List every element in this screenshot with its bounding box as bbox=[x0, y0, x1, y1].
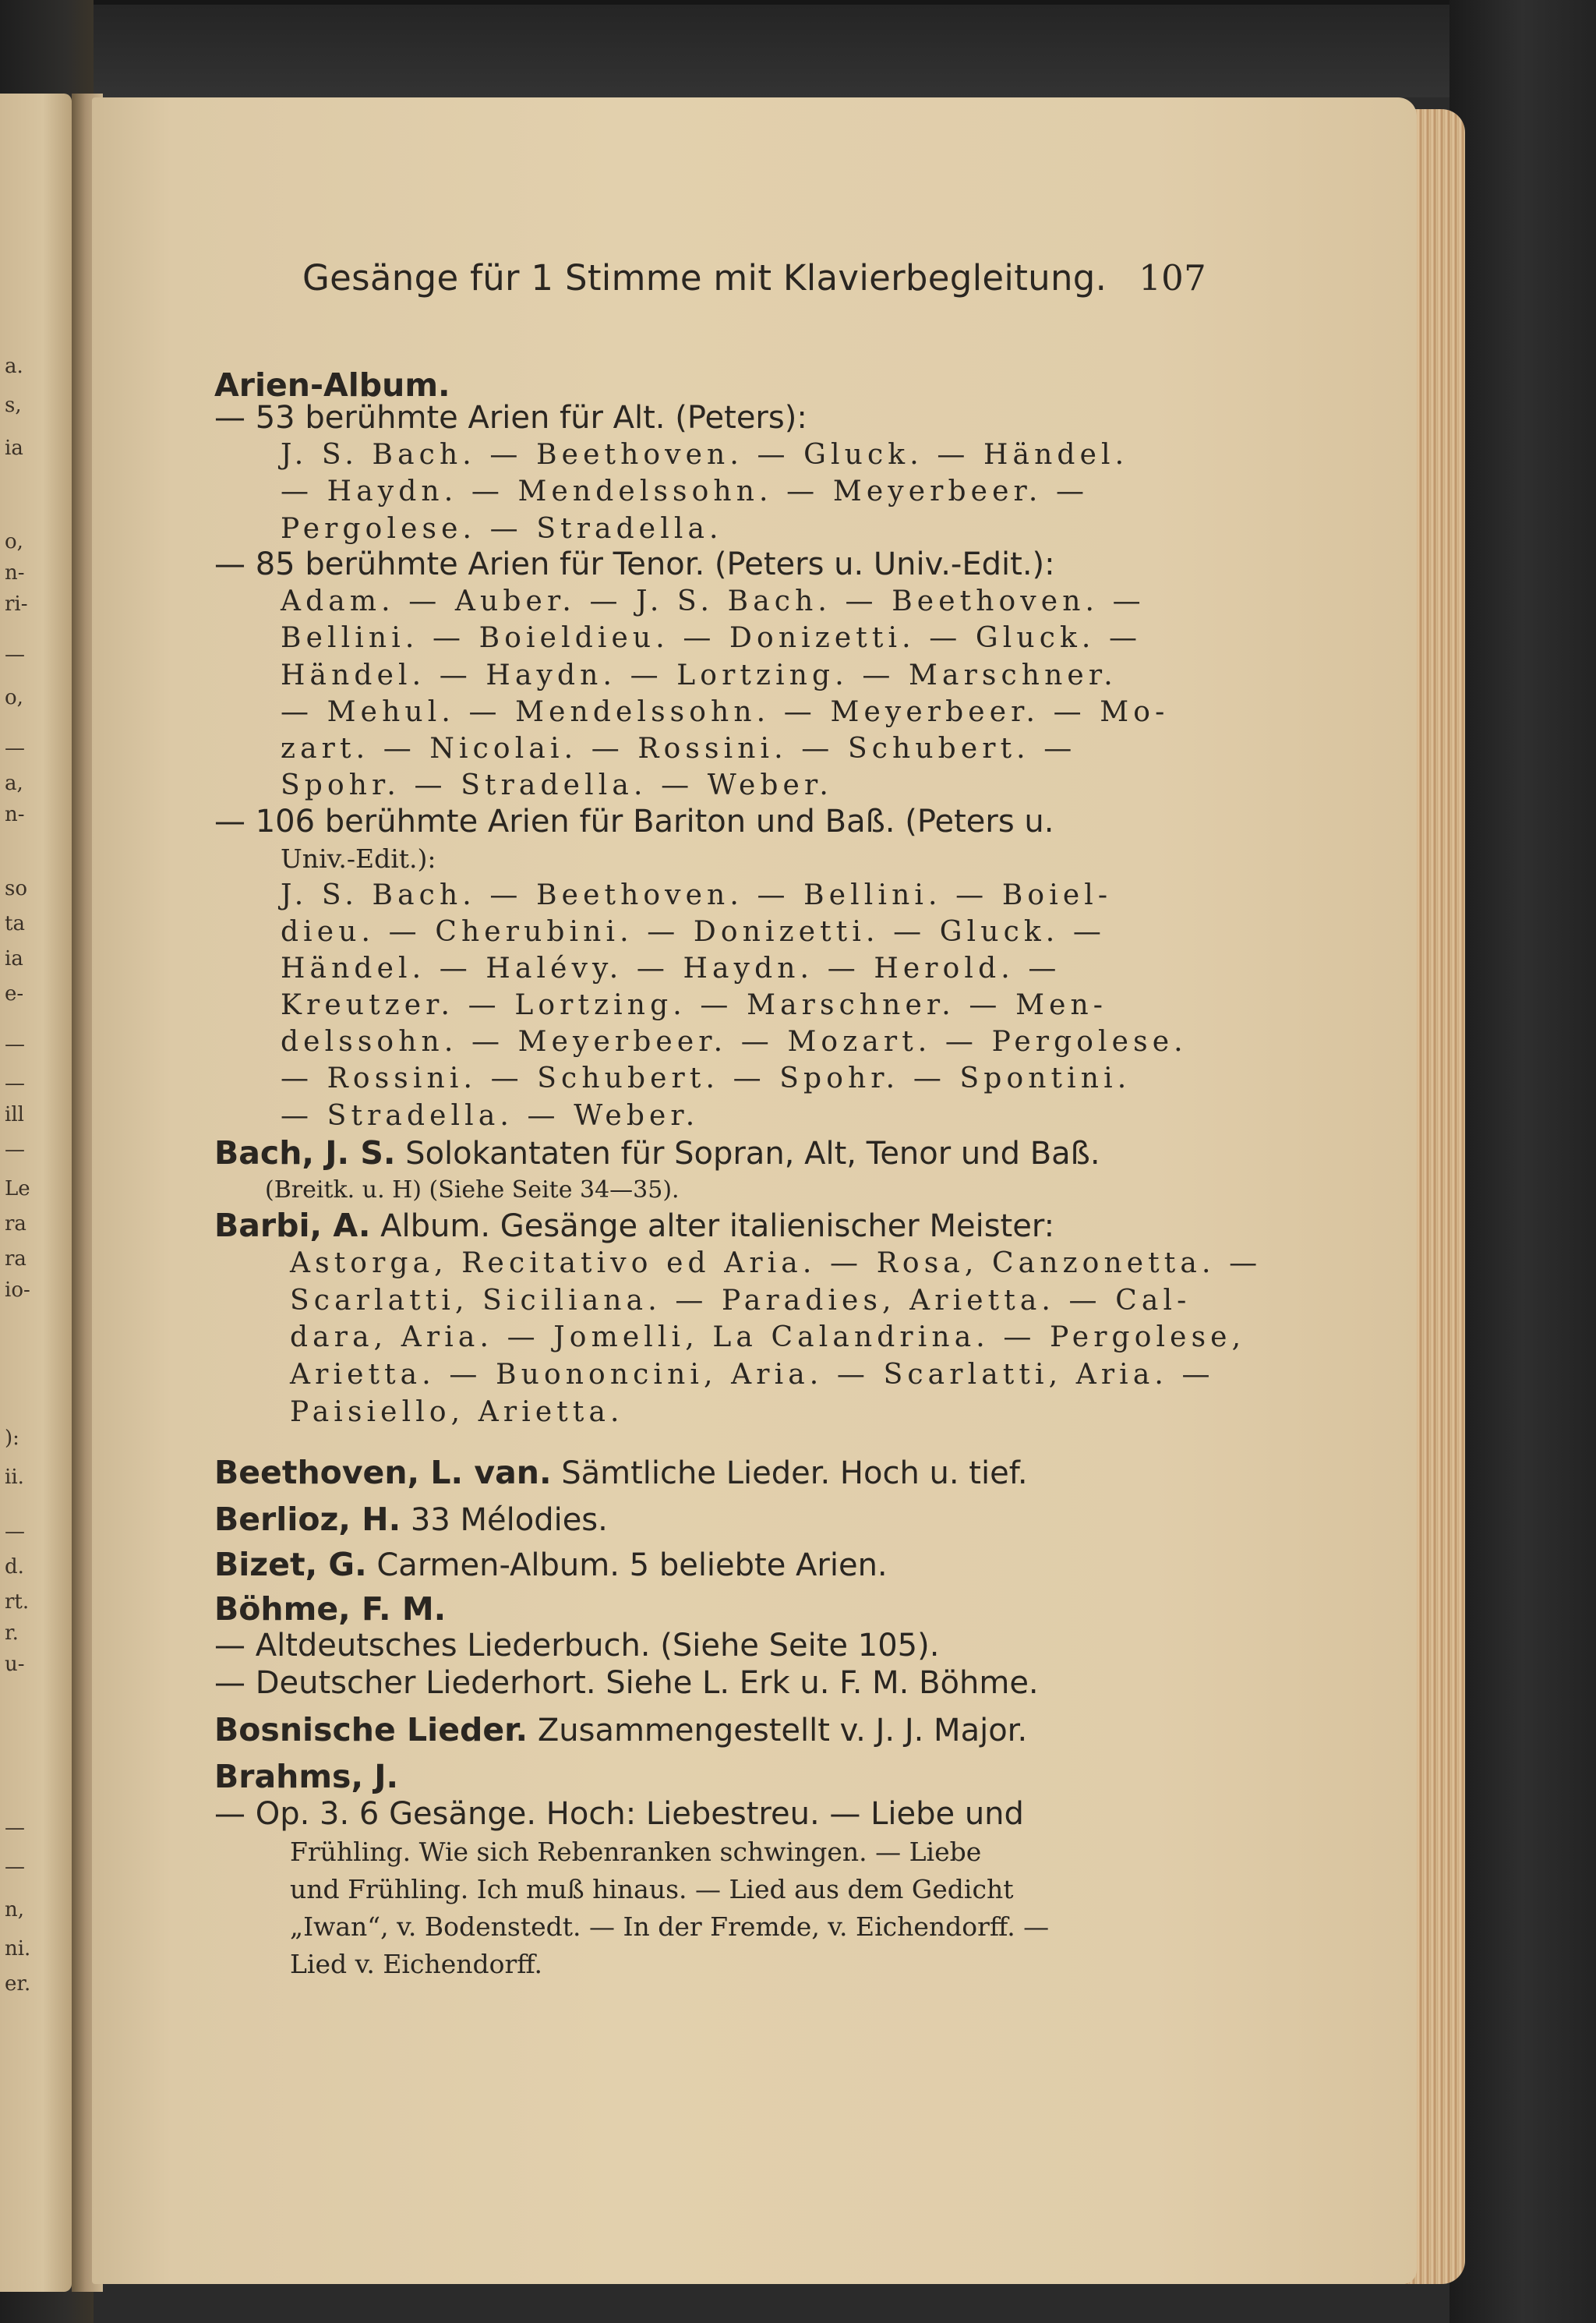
margin-fragment: rt. bbox=[5, 1590, 30, 1614]
text-line: — 53 berühmte Arien für Alt. (Peters): bbox=[214, 400, 807, 436]
margin-fragment: Le bbox=[5, 1177, 30, 1200]
margin-fragment: — bbox=[5, 643, 25, 666]
text-line: — 106 berühmte Arien für Bariton und Baß. (Peters u. bbox=[214, 804, 1054, 840]
text-line: — Mehul. — Mendelssohn. — Meyerbeer. — Mo- bbox=[281, 696, 1170, 728]
margin-fragment: — bbox=[5, 1520, 25, 1543]
text-line: (Breitk. u. H) (Siehe Seite 34—35). bbox=[265, 1176, 680, 1204]
text-line bbox=[214, 1501, 608, 1539]
text-line: Arien-Album. bbox=[214, 366, 450, 404]
previous-page-edge bbox=[0, 94, 72, 2292]
text-line: dieu. — Cherubini. — Donizetti. — Gluck. — bbox=[281, 916, 1107, 948]
text-line: Kreutzer. — Lortzing. — Marschner. — Men- bbox=[281, 989, 1108, 1021]
text-line bbox=[214, 1711, 1027, 1749]
text-line: J. S. Bach. — Beethoven. — Gluck. — Händel. bbox=[281, 439, 1129, 471]
margin-fragment: a. bbox=[5, 355, 23, 378]
text-line: und Frühling. Ich muß hinaus. — Lied aus dem Gedicht bbox=[290, 1874, 1014, 1904]
text-line: Händel. — Halévy. — Haydn. — Herold. — bbox=[281, 953, 1061, 985]
margin-fragment: n- bbox=[5, 561, 25, 585]
running-header bbox=[302, 257, 1206, 299]
composer-name: Bosnische Lieder. bbox=[214, 1711, 528, 1748]
page-number: 107 bbox=[1139, 257, 1206, 299]
margin-fragment: n, bbox=[5, 1898, 25, 1922]
margin-fragment: n- bbox=[5, 803, 25, 826]
entry-description: Album. Gesänge alter italienischer Meister: bbox=[370, 1208, 1055, 1244]
margin-fragment: ra bbox=[5, 1212, 26, 1236]
text-line: — Deutscher Liederhort. Siehe L. Erk u. F. M. Böhme. bbox=[214, 1665, 1039, 1701]
margin-fragment: d. bbox=[5, 1555, 24, 1579]
text-line: — Rossini. — Schubert. — Spohr. — Spontini. bbox=[281, 1062, 1132, 1094]
margin-fragment: — bbox=[5, 1816, 25, 1840]
text-line: Frühling. Wie sich Rebenranken schwingen. — Liebe bbox=[290, 1837, 982, 1867]
margin-fragment: ia bbox=[5, 437, 23, 460]
text-line: — Altdeutsches Liederbuch. (Siehe Seite 105). bbox=[214, 1628, 940, 1664]
margin-fragment: o, bbox=[5, 530, 23, 553]
margin-fragment: ill bbox=[5, 1103, 24, 1126]
margin-fragment: ni. bbox=[5, 1937, 31, 1961]
text-line: dara, Aria. — Jomelli, La Calandrina. — Pergolese, bbox=[290, 1321, 1246, 1353]
entry-description: Carmen-Album. 5 beliebte Arien. bbox=[366, 1547, 888, 1583]
text-line: Univ.-Edit.): bbox=[281, 843, 436, 874]
text-line: Pergolese. — Stradella. bbox=[281, 513, 723, 545]
composer-name: Bizet, G. bbox=[214, 1546, 367, 1583]
margin-fragment: ra bbox=[5, 1247, 26, 1271]
text-line: Astorga, Recitativo ed Aria. — Rosa, Canzonetta. — bbox=[290, 1247, 1262, 1279]
text-line: Brahms, J. bbox=[214, 1758, 399, 1795]
text-line: Händel. — Haydn. — Lortzing. — Marschner. bbox=[281, 659, 1118, 691]
text-line: zart. — Nicolai. — Rossini. — Schubert. — bbox=[281, 733, 1077, 765]
composer-name: Berlioz, H. bbox=[214, 1501, 401, 1538]
text-line: Scarlatti, Siciliana. — Paradies, Arietta. — Cal- bbox=[290, 1285, 1192, 1317]
text-line: Spohr. — Stradella. — Weber. bbox=[281, 769, 833, 801]
text-line: „Iwan“, v. Bodenstedt. — In der Fremde, v. Eichendorff. — bbox=[290, 1911, 1050, 1942]
margin-fragment: io- bbox=[5, 1278, 30, 1302]
entry-description: 33 Mélodies. bbox=[401, 1502, 608, 1538]
margin-fragment: — bbox=[5, 1072, 25, 1095]
book-cover-top bbox=[0, 0, 1596, 97]
text-line bbox=[214, 1134, 1100, 1172]
margin-fragment: — bbox=[5, 1138, 25, 1162]
margin-fragment: o, bbox=[5, 686, 23, 709]
margin-fragment: u- bbox=[5, 1653, 25, 1676]
entry-description: Sämtliche Lieder. Hoch u. tief. bbox=[551, 1455, 1028, 1491]
margin-fragment: r. bbox=[5, 1621, 19, 1645]
margin-fragment: — bbox=[5, 1855, 25, 1879]
text-line: Lied v. Eichendorff. bbox=[290, 1949, 543, 1979]
composer-name: Barbi, A. bbox=[214, 1207, 371, 1244]
margin-fragment: ia bbox=[5, 947, 23, 971]
margin-fragment: ri- bbox=[5, 592, 28, 616]
margin-fragment: s, bbox=[5, 394, 22, 417]
entry-description: Solokantaten für Sopran, Alt, Tenor und Baß. bbox=[395, 1136, 1100, 1172]
margin-fragment: e- bbox=[5, 982, 24, 1006]
margin-fragment: ta bbox=[5, 912, 25, 935]
entry-description: Zusammengestellt v. J. J. Major. bbox=[528, 1713, 1028, 1748]
text-line: J. S. Bach. — Beethoven. — Bellini. — Boiel- bbox=[281, 879, 1113, 911]
margin-fragment: — bbox=[5, 1033, 25, 1056]
composer-name: Bach, J. S. bbox=[214, 1134, 396, 1172]
text-line: Böhme, F. M. bbox=[214, 1590, 447, 1628]
text-line: delssohn. — Meyerbeer. — Mozart. — Pergolese. bbox=[281, 1026, 1188, 1058]
text-line: Bellini. — Boieldieu. — Donizetti. — Gluck. — bbox=[281, 622, 1142, 654]
margin-fragment: er. bbox=[5, 1972, 31, 1996]
text-line: — 85 berühmte Arien für Tenor. (Peters u. Univ.-Edit.): bbox=[214, 546, 1055, 582]
text-line: — Haydn. — Mendelssohn. — Meyerbeer. — bbox=[281, 476, 1089, 507]
composer-name: Beethoven, L. van. bbox=[214, 1454, 552, 1491]
text-line: — Op. 3. 6 Gesänge. Hoch: Liebestreu. — Liebe und bbox=[214, 1796, 1024, 1832]
text-line bbox=[214, 1454, 1028, 1492]
margin-fragment: ): bbox=[5, 1427, 19, 1450]
margin-fragment: a, bbox=[5, 772, 23, 795]
margin-fragment: — bbox=[5, 737, 25, 760]
text-line: Arietta. — Buononcini, Aria. — Scarlatti, Aria. — bbox=[290, 1359, 1215, 1391]
margin-fragment: ii. bbox=[5, 1466, 24, 1489]
text-line: Paisiello, Arietta. bbox=[290, 1396, 624, 1428]
text-line: Adam. — Auber. — J. S. Bach. — Beethoven. — bbox=[281, 585, 1146, 617]
text-line bbox=[214, 1546, 888, 1584]
text-line: — Stradella. — Weber. bbox=[281, 1100, 700, 1132]
header-title: Gesänge für 1 Stimme mit Klavierbegleitung. bbox=[302, 257, 1107, 299]
book-cover-right bbox=[1449, 0, 1596, 2323]
text-line bbox=[214, 1207, 1054, 1245]
margin-fragment: so bbox=[5, 877, 27, 900]
